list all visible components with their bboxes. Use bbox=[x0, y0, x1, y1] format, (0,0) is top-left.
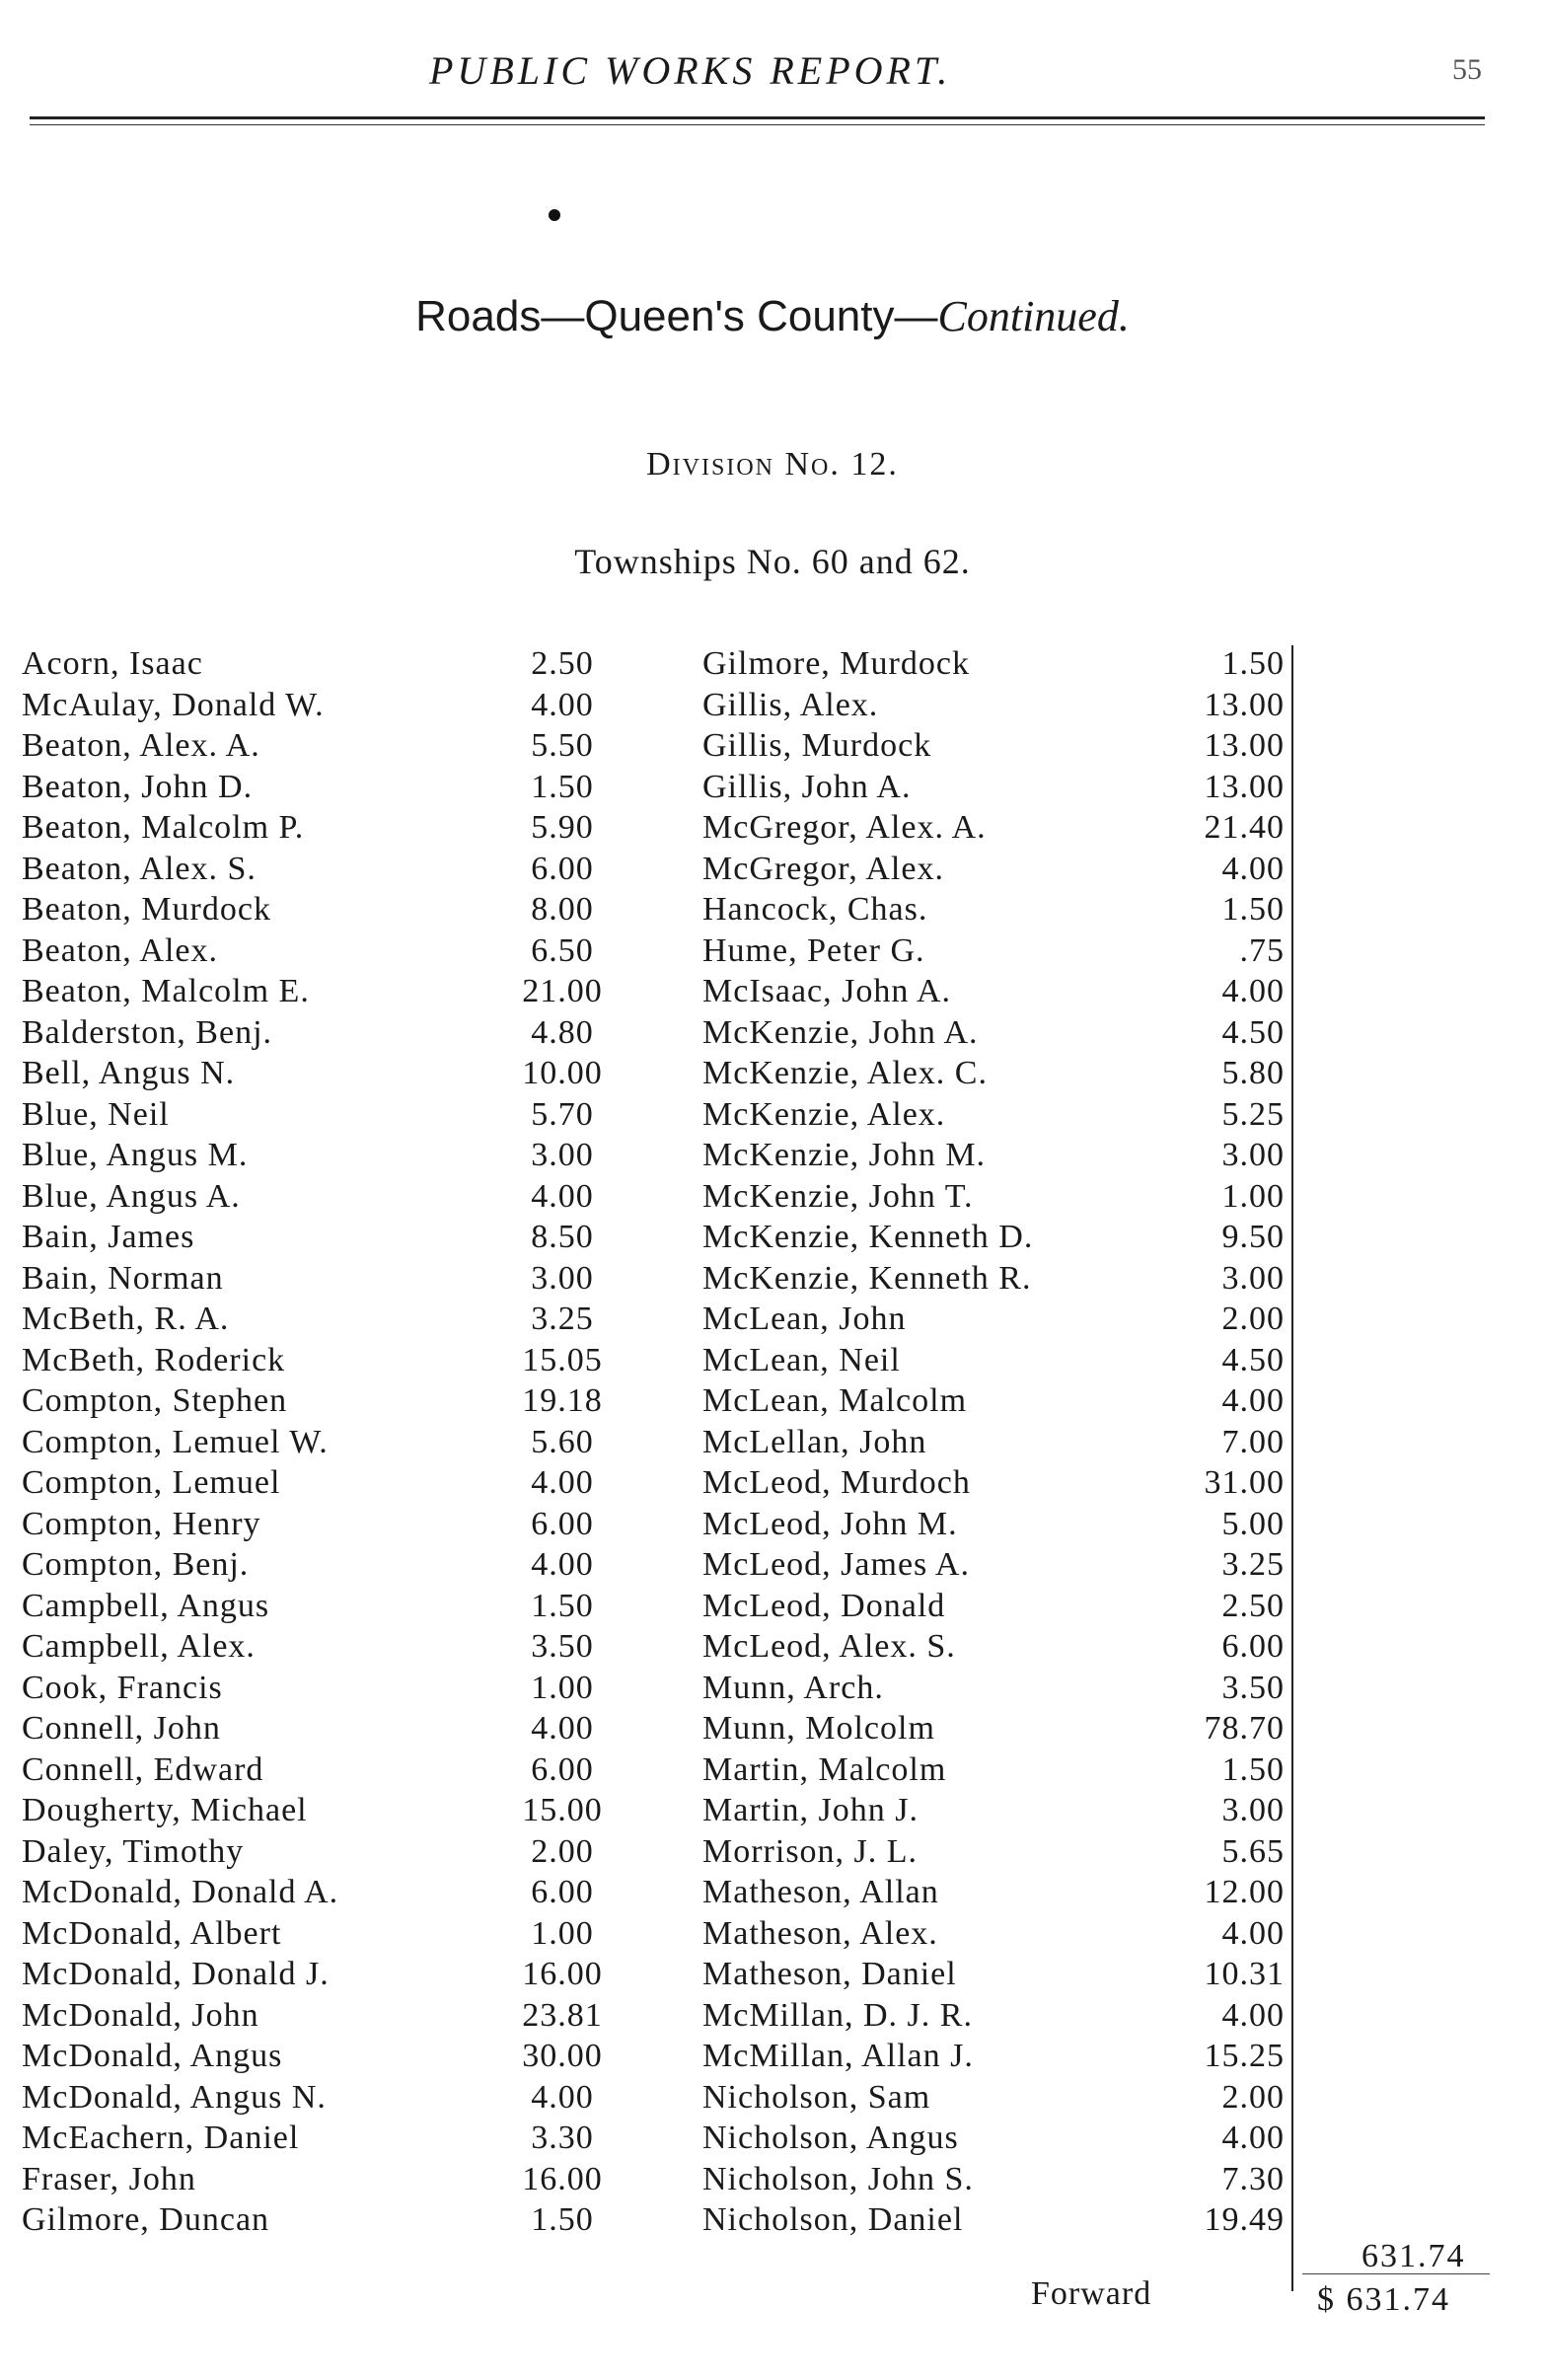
right-entry-name: McKenzie, John A. bbox=[702, 1013, 979, 1051]
right-entry-name: McLellan, John bbox=[702, 1423, 927, 1460]
left-entry-name: Blue, Neil bbox=[22, 1095, 170, 1133]
right-entry-name: McKenzie, Alex. bbox=[702, 1095, 946, 1133]
right-entry-name: McKenzie, John M. bbox=[702, 1137, 987, 1173]
division-heading: Division No. 12. bbox=[646, 446, 899, 483]
right-entry-name: McLeod, Donald bbox=[702, 1587, 946, 1624]
column-total: 631.74 bbox=[1361, 2238, 1466, 2274]
right-entry-amount: 13.00 bbox=[1204, 686, 1285, 723]
right-entry-amount: 1.00 bbox=[1221, 1177, 1285, 1215]
right-entry-amount: 3.00 bbox=[1221, 1259, 1285, 1297]
table-row bbox=[0, 1588, 1545, 1629]
left-entry-amount: 3.50 bbox=[531, 1628, 594, 1665]
right-entry-amount: 4.00 bbox=[1221, 973, 1285, 1009]
left-entry-name: Fraser, John bbox=[22, 2160, 196, 2197]
right-entry-amount: 5.65 bbox=[1221, 1832, 1285, 1870]
right-entry-amount: 15.25 bbox=[1204, 2038, 1285, 2074]
left-entry-name: Blue, Angus M. bbox=[22, 1137, 249, 1173]
left-entry-amount: 5.50 bbox=[531, 727, 594, 764]
left-entry-name: Campbell, Alex. bbox=[22, 1628, 256, 1665]
right-entry-amount: 10.31 bbox=[1204, 1956, 1285, 1992]
table-row bbox=[0, 1833, 1545, 1875]
left-entry-name: Connell, Edward bbox=[22, 1750, 264, 1788]
right-entry-amount: 2.50 bbox=[1221, 1587, 1285, 1624]
page-number: 55 bbox=[1452, 53, 1482, 86]
left-entry-amount: 6.50 bbox=[531, 931, 594, 969]
left-entry-name: Compton, Benj. bbox=[22, 1546, 250, 1583]
right-entry-name: McKenzie, Kenneth D. bbox=[702, 1219, 1034, 1255]
right-entry-amount: 4.50 bbox=[1221, 1013, 1285, 1051]
left-entry-name: Compton, Lemuel W. bbox=[22, 1423, 329, 1460]
left-entry-name: Beaton, Murdock bbox=[22, 891, 271, 928]
header-rule-thick bbox=[30, 116, 1485, 119]
table-row bbox=[0, 2120, 1545, 2161]
left-entry-amount: 15.00 bbox=[522, 1792, 603, 1828]
table-row bbox=[0, 2161, 1545, 2202]
table-row bbox=[0, 1464, 1545, 1506]
right-entry-name: Hume, Peter G. bbox=[702, 931, 925, 969]
left-entry-name: Beaton, Malcolm E. bbox=[22, 973, 310, 1009]
right-entry-name: McLean, John bbox=[702, 1301, 907, 1337]
left-entry-name: McDonald, Albert bbox=[22, 1914, 282, 1952]
left-entry-name: Gilmore, Duncan bbox=[22, 2201, 270, 2238]
left-entry-amount: 1.00 bbox=[531, 1669, 594, 1706]
left-entry-amount: 30.00 bbox=[522, 2038, 603, 2074]
right-entry-amount: 7.00 bbox=[1221, 1423, 1285, 1460]
right-entry-amount: .75 bbox=[1239, 931, 1285, 969]
running-header bbox=[0, 47, 1545, 97]
table-row bbox=[0, 891, 1545, 932]
table-row bbox=[0, 1014, 1545, 1056]
right-entry-amount: 13.00 bbox=[1204, 727, 1285, 764]
left-entry-amount: 4.00 bbox=[531, 686, 594, 723]
right-entry-name: McLeod, John M. bbox=[702, 1505, 958, 1542]
table-row bbox=[0, 2079, 1545, 2120]
right-entry-name: Nicholson, Sam bbox=[702, 2078, 931, 2116]
table-row bbox=[0, 1424, 1545, 1465]
forward-amount: $ 631.74 bbox=[1317, 2281, 1450, 2318]
right-entry-name: Munn, Arch. bbox=[702, 1669, 884, 1706]
running-title: PUBLIC WORKS REPORT. bbox=[429, 48, 952, 93]
table-row bbox=[0, 769, 1545, 810]
header-rule-thin bbox=[30, 124, 1485, 125]
right-entry-name: Gillis, Murdock bbox=[702, 727, 932, 764]
table-row bbox=[0, 1178, 1545, 1220]
table-row bbox=[0, 1260, 1545, 1302]
right-entry-name: Hancock, Chas. bbox=[702, 891, 928, 928]
table-row bbox=[0, 1915, 1545, 1957]
right-entry-name: Martin, Malcolm bbox=[702, 1750, 947, 1788]
left-entry-name: McDonald, John bbox=[22, 1996, 259, 2034]
table-row bbox=[0, 1956, 1545, 1997]
right-entry-amount: 4.00 bbox=[1221, 2120, 1285, 2156]
left-entry-name: Beaton, John D. bbox=[22, 768, 254, 805]
table-row bbox=[0, 851, 1545, 892]
left-entry-amount: 8.00 bbox=[531, 891, 594, 928]
right-entry-amount: 9.50 bbox=[1221, 1219, 1285, 1255]
left-entry-name: McBeth, Roderick bbox=[22, 1341, 286, 1378]
left-entry-amount: 1.50 bbox=[531, 2201, 594, 2238]
left-entry-name: Compton, Stephen bbox=[22, 1382, 288, 1419]
right-entry-name: Gillis, John A. bbox=[702, 768, 912, 805]
left-entry-amount: 10.00 bbox=[522, 1055, 603, 1091]
right-entry-amount: 6.00 bbox=[1221, 1628, 1285, 1665]
right-entry-name: McIsaac, John A. bbox=[702, 973, 952, 1009]
left-entry-amount: 5.70 bbox=[531, 1095, 594, 1133]
right-entry-name: McLeod, James A. bbox=[702, 1546, 970, 1583]
left-entry-amount: 4.00 bbox=[531, 1710, 594, 1747]
left-entry-amount: 3.00 bbox=[531, 1259, 594, 1297]
left-entry-amount: 5.90 bbox=[531, 809, 594, 846]
left-entry-name: Beaton, Alex. S. bbox=[22, 850, 257, 887]
left-entry-name: Bain, Norman bbox=[22, 1259, 224, 1297]
right-entry-name: McMillan, Allan J. bbox=[702, 2038, 974, 2074]
right-entry-amount: 5.25 bbox=[1221, 1095, 1285, 1133]
right-entry-amount: 3.50 bbox=[1221, 1669, 1285, 1706]
table-row bbox=[0, 2201, 1545, 2243]
left-entry-amount: 6.00 bbox=[531, 850, 594, 887]
right-entry-name: McGregor, Alex. bbox=[702, 850, 944, 887]
left-entry-amount: 4.00 bbox=[531, 1464, 594, 1501]
table-row bbox=[0, 1670, 1545, 1711]
left-entry-name: Daley, Timothy bbox=[22, 1832, 245, 1870]
right-entry-name: Nicholson, John S. bbox=[702, 2160, 974, 2197]
left-entry-name: Beaton, Alex. bbox=[22, 931, 219, 969]
table-row bbox=[0, 932, 1545, 974]
right-entry-name: McLeod, Murdoch bbox=[702, 1464, 971, 1501]
right-entry-name: McMillan, D. J. R. bbox=[702, 1996, 973, 2034]
left-entry-name: Beaton, Alex. A. bbox=[22, 727, 260, 764]
left-entry-name: Blue, Angus A. bbox=[22, 1177, 241, 1215]
right-entry-amount: 2.00 bbox=[1221, 1301, 1285, 1337]
left-entry-amount: 8.50 bbox=[531, 1219, 594, 1255]
section-title-continued: Continued. bbox=[937, 292, 1130, 340]
right-entry-amount: 3.25 bbox=[1221, 1546, 1285, 1583]
right-entry-name: Gillis, Alex. bbox=[702, 686, 879, 723]
right-entry-name: McLean, Malcolm bbox=[702, 1382, 968, 1419]
left-entry-name: Campbell, Angus bbox=[22, 1587, 270, 1624]
right-entry-name: McKenzie, John T. bbox=[702, 1177, 974, 1215]
right-entry-amount: 12.00 bbox=[1204, 1874, 1285, 1910]
right-entry-amount: 21.40 bbox=[1204, 809, 1285, 846]
right-entry-name: McKenzie, Alex. C. bbox=[702, 1055, 988, 1091]
right-entry-name: McKenzie, Kenneth R. bbox=[702, 1259, 1032, 1297]
right-entry-name: Nicholson, Angus bbox=[702, 2120, 959, 2156]
left-entry-amount: 4.00 bbox=[531, 1177, 594, 1215]
left-entry-name: Beaton, Malcolm P. bbox=[22, 809, 305, 846]
ledger-table bbox=[0, 645, 1545, 2264]
right-entry-name: McLeod, Alex. S. bbox=[702, 1628, 956, 1665]
forward-label: Forward bbox=[1031, 2275, 1152, 2312]
left-entry-name: McBeth, R. A. bbox=[22, 1301, 230, 1337]
right-entry-amount: 4.00 bbox=[1221, 1382, 1285, 1419]
left-entry-amount: 21.00 bbox=[522, 973, 603, 1009]
right-entry-amount: 5.80 bbox=[1221, 1055, 1285, 1091]
table-row bbox=[0, 1506, 1545, 1547]
table-row bbox=[0, 1751, 1545, 1793]
left-entry-amount: 4.80 bbox=[531, 1013, 594, 1051]
right-entry-name: Matheson, Allan bbox=[702, 1874, 939, 1910]
right-entry-name: Gilmore, Murdock bbox=[702, 645, 970, 682]
right-entry-amount: 1.50 bbox=[1221, 891, 1285, 928]
table-row bbox=[0, 1137, 1545, 1178]
right-entry-amount: 3.00 bbox=[1221, 1137, 1285, 1173]
right-entry-amount: 7.30 bbox=[1221, 2160, 1285, 2197]
section-title-main: Roads—Queen's County— bbox=[415, 292, 938, 340]
total-underline bbox=[1302, 2273, 1490, 2274]
left-entry-name: Bain, James bbox=[22, 1219, 195, 1255]
table-row bbox=[0, 1628, 1545, 1670]
table-row bbox=[0, 1874, 1545, 1915]
left-entry-name: Cook, Francis bbox=[22, 1669, 223, 1706]
left-entry-name: Connell, John bbox=[22, 1710, 221, 1747]
left-entry-name: Compton, Lemuel bbox=[22, 1464, 281, 1501]
left-entry-amount: 16.00 bbox=[522, 2160, 603, 2197]
table-row bbox=[0, 1301, 1545, 1342]
right-entry-amount: 4.00 bbox=[1221, 850, 1285, 887]
table-row bbox=[0, 1096, 1545, 1138]
left-entry-name: Compton, Henry bbox=[22, 1505, 261, 1542]
table-row bbox=[0, 687, 1545, 728]
left-entry-name: McDonald, Angus N. bbox=[22, 2078, 327, 2116]
right-entry-name: Morrison, J. L. bbox=[702, 1832, 919, 1870]
left-entry-name: Balderston, Benj. bbox=[22, 1013, 273, 1051]
left-entry-amount: 2.50 bbox=[531, 645, 594, 682]
right-entry-amount: 19.49 bbox=[1204, 2201, 1285, 2238]
left-entry-amount: 6.00 bbox=[531, 1874, 594, 1910]
table-row bbox=[0, 1055, 1545, 1096]
left-entry-amount: 3.25 bbox=[531, 1301, 594, 1337]
table-row bbox=[0, 1219, 1545, 1260]
left-entry-amount: 2.00 bbox=[531, 1832, 594, 1870]
left-entry-amount: 1.00 bbox=[531, 1914, 594, 1952]
left-entry-amount: 1.50 bbox=[531, 1587, 594, 1624]
left-entry-amount: 23.81 bbox=[522, 1996, 603, 2034]
left-entry-name: Acorn, Isaac bbox=[22, 645, 203, 682]
left-entry-amount: 4.00 bbox=[531, 2078, 594, 2116]
right-entry-name: McGregor, Alex. A. bbox=[702, 809, 987, 846]
table-row bbox=[0, 1342, 1545, 1383]
left-entry-amount: 6.00 bbox=[531, 1750, 594, 1788]
townships-heading: Townships No. 60 and 62. bbox=[574, 542, 971, 581]
left-entry-name: McAulay, Donald W. bbox=[22, 686, 325, 723]
table-row bbox=[0, 727, 1545, 769]
table-row bbox=[0, 1546, 1545, 1588]
right-entry-amount: 2.00 bbox=[1221, 2078, 1285, 2116]
right-entry-amount: 4.00 bbox=[1221, 1996, 1285, 2034]
right-entry-amount: 5.00 bbox=[1221, 1505, 1285, 1542]
left-entry-name: Dougherty, Michael bbox=[22, 1792, 308, 1828]
left-entry-name: McDonald, Donald A. bbox=[22, 1874, 339, 1910]
total-column-rule bbox=[1291, 645, 1293, 2291]
right-entry-amount: 1.50 bbox=[1221, 1750, 1285, 1788]
table-row bbox=[0, 809, 1545, 851]
right-entry-name: Nicholson, Daniel bbox=[702, 2201, 964, 2238]
left-entry-amount: 1.50 bbox=[531, 768, 594, 805]
left-entry-name: McDonald, Donald J. bbox=[22, 1956, 330, 1992]
left-entry-amount: 16.00 bbox=[522, 1956, 603, 1992]
right-entry-amount: 4.50 bbox=[1221, 1341, 1285, 1378]
right-entry-amount: 1.50 bbox=[1221, 645, 1285, 682]
left-entry-amount: 6.00 bbox=[531, 1505, 594, 1542]
table-row bbox=[0, 973, 1545, 1014]
left-entry-name: McEachern, Daniel bbox=[22, 2120, 300, 2156]
right-entry-amount: 78.70 bbox=[1204, 1710, 1285, 1747]
left-entry-name: McDonald, Angus bbox=[22, 2038, 283, 2074]
table-row bbox=[0, 1792, 1545, 1833]
left-entry-amount: 3.30 bbox=[531, 2120, 594, 2156]
table-row bbox=[0, 1997, 1545, 2039]
right-entry-name: Matheson, Daniel bbox=[702, 1956, 957, 1992]
left-entry-amount: 19.18 bbox=[522, 1382, 603, 1419]
left-entry-name: Bell, Angus N. bbox=[22, 1055, 236, 1091]
right-entry-amount: 13.00 bbox=[1204, 768, 1285, 805]
right-entry-amount: 31.00 bbox=[1204, 1464, 1285, 1501]
right-entry-amount: 4.00 bbox=[1221, 1914, 1285, 1952]
section-title bbox=[0, 291, 1545, 341]
bullet-mark bbox=[549, 209, 560, 221]
right-entry-name: Munn, Molcolm bbox=[702, 1710, 935, 1747]
right-entry-name: McLean, Neil bbox=[702, 1341, 901, 1378]
left-entry-amount: 3.00 bbox=[531, 1137, 594, 1173]
right-entry-amount: 3.00 bbox=[1221, 1792, 1285, 1828]
left-entry-amount: 4.00 bbox=[531, 1546, 594, 1583]
table-row bbox=[0, 1710, 1545, 1751]
left-entry-amount: 15.05 bbox=[522, 1341, 603, 1378]
left-entry-amount: 5.60 bbox=[531, 1423, 594, 1460]
right-entry-name: Martin, John J. bbox=[702, 1792, 919, 1828]
table-row bbox=[0, 645, 1545, 687]
table-row bbox=[0, 1382, 1545, 1424]
right-entry-name: Matheson, Alex. bbox=[702, 1914, 938, 1952]
table-row bbox=[0, 2038, 1545, 2079]
